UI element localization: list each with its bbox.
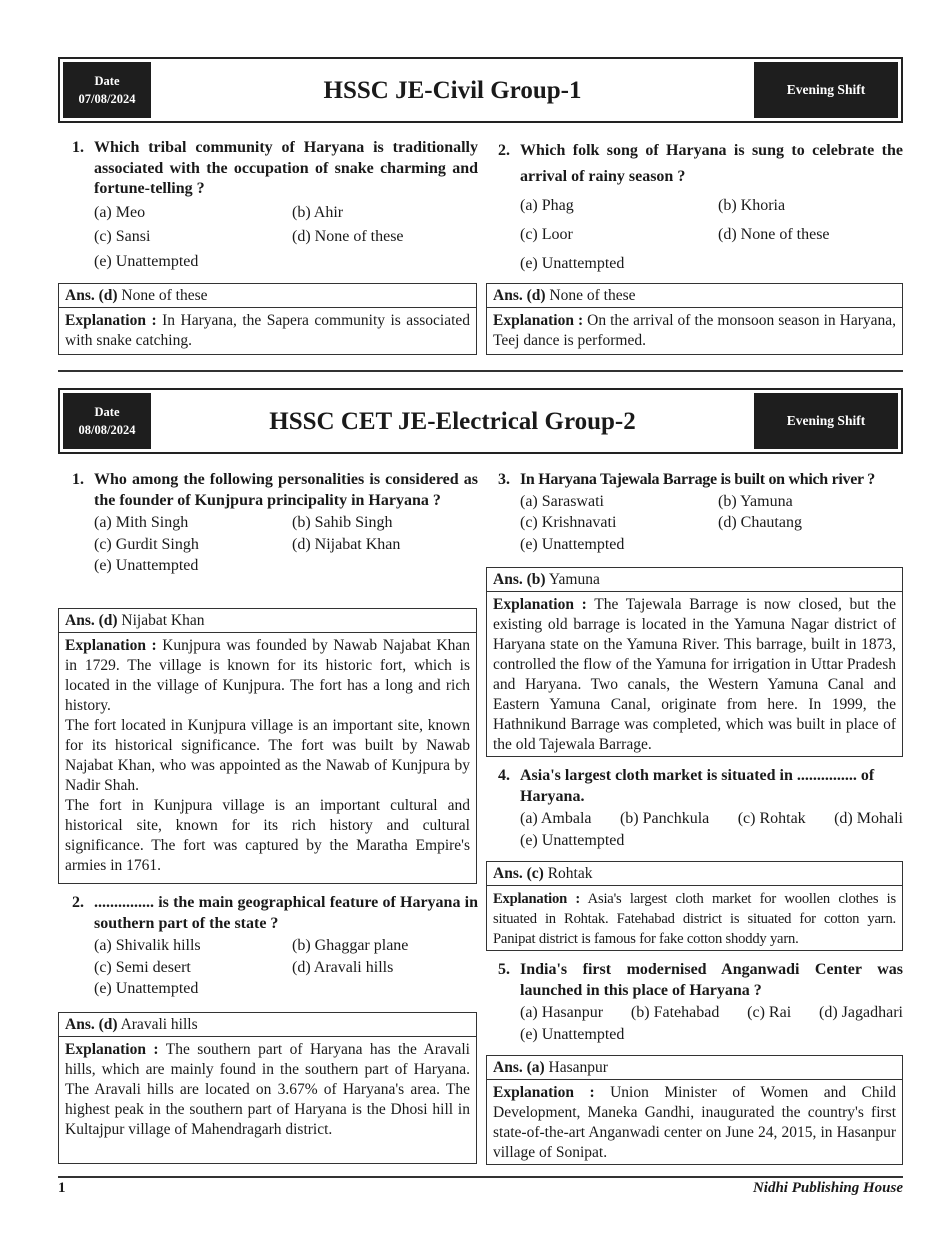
explanation [487, 1080, 902, 1166]
date-label: Date [94, 405, 120, 419]
question-text: In Haryana Tajewala Barrage is built on which river ? [520, 471, 875, 488]
explanation-label: Explanation : [493, 596, 587, 613]
option-d: (d) Nijabat Khan [292, 535, 401, 553]
option-e: (e) Unattempted [520, 255, 625, 272]
explanation-text-2: The fort located in Kunjpura village is an important site, known for its historical significance. The fort was built by Nawab Najabat Khan, who was appointed as the Nawab of Kunjpura by Nadir Shah. [65, 717, 470, 794]
explanation-text: In Haryana, the Sapera community is associated with snake catching. [65, 312, 471, 349]
answer-text: Hasanpur [548, 1059, 608, 1076]
option-e: (e) Unattempted [520, 535, 625, 553]
answer-row [59, 1013, 476, 1037]
question-text: Who among the following personalities is considered as the founder of Kunjpura principality in Haryana ? [94, 471, 478, 509]
option-d: (d) Jagadhari [819, 1004, 903, 1021]
answer-row [59, 284, 476, 308]
date-value: 07/08/2024 [78, 92, 136, 106]
option-b: (b) Sahib Singh [292, 514, 393, 531]
question-text: Asia's largest cloth market is situated in ............... of Haryana. [520, 767, 875, 805]
answer-text: Yamuna [548, 571, 600, 588]
answer-label: Ans. (c) [493, 865, 544, 882]
question-stem [498, 960, 903, 1001]
explanation-label: Explanation : [493, 312, 584, 329]
answer-label: Ans. (a) [493, 1059, 545, 1076]
date-value: 08/08/2024 [78, 423, 136, 437]
option-c: (c) Krishnavati [520, 514, 617, 531]
option-a: (a) Hasanpur [520, 1004, 604, 1021]
explanation-text-1: Kunjpura was founded by Nawab Najabat Khan in 1729. The village is known for its historic fort, which is located in the village of Kunjpura. The fort has a long and rich history. [65, 637, 470, 714]
option-d: (d) None of these [718, 226, 830, 243]
explanation-text: Asia's largest cloth market for woollen clothes is situated in Rohtak. Fatehabad district is situated for cotton yarn. Panipat district is famous for fake cotton shoddy yarn. [493, 891, 896, 947]
explanation-label: Explanation : [65, 1041, 159, 1058]
answer-box-s1-1 [58, 283, 477, 355]
date-box [63, 62, 151, 118]
question-text: Which folk song of Haryana is sung to celebrate the arrival of rainy season ? [520, 142, 903, 185]
question-stem [72, 470, 478, 511]
answer-row [487, 284, 902, 308]
question-number: 3. [498, 471, 510, 488]
question-stem [72, 893, 478, 934]
option-a: (a) Mith Singh [94, 514, 189, 531]
answer-text: Rohtak [547, 865, 593, 882]
option-b: (b) Fatehabad [630, 1004, 720, 1021]
question-text: ............... is the main geographical feature of Haryana in southern part of the state ? [94, 894, 478, 932]
question-stem [498, 470, 903, 491]
explanation [59, 633, 476, 879]
footer-divider [58, 1176, 903, 1178]
section2-header [58, 388, 903, 454]
options [94, 936, 478, 1000]
option-d: (d) Chautang [718, 514, 802, 531]
option-b: (b) Khoria [718, 197, 786, 214]
page-number: 1 [58, 1180, 66, 1196]
explanation-label: Explanation : [65, 312, 157, 329]
options [520, 1003, 903, 1024]
answer-label: Ans. (b) [493, 571, 546, 588]
option-c: (c) Gurdit Singh [94, 535, 199, 553]
question-number: 2. [72, 894, 84, 911]
option-d: (d) None of these [292, 228, 404, 245]
option-b: (b) Yamuna [718, 492, 793, 510]
explanation-label: Explanation : [493, 891, 581, 907]
answer-text: None of these [549, 287, 636, 304]
explanation [59, 1037, 476, 1143]
options [520, 809, 903, 830]
question-text: Which tribal community of Haryana is traditionally associated with the occupation of snake charming and fortune-telling ? [94, 139, 478, 197]
option-d: (d) Mohali [834, 810, 903, 827]
answer-box-s2-5 [486, 1055, 903, 1165]
options [520, 193, 903, 277]
question-s1-2 [498, 138, 903, 277]
explanation-text: Union Minister of Women and Child Development, Maneka Gandhi, inaugurated the country's first state-of-the-art Anganwadi center on June 24, 2015, in Hasanpur village of Sonipat. [493, 1084, 897, 1161]
option-e: (e) Unattempted [520, 1025, 625, 1043]
question-number: 4. [498, 767, 510, 784]
section1-header [58, 57, 903, 123]
answer-text: Nijabat Khan [121, 612, 205, 629]
question-s2-2 [72, 893, 478, 1000]
option-b: (b) Panchkula [619, 810, 710, 827]
explanation-text: The Tajewala Barrage is now closed, but the existing old barrage is located in the Yamuna Nagar district of Haryana state on the Yamuna River. This barrage, built in 1873, controlled the flow of the Yamuna for irrigation in Uttar Pradesh and Haryana. Two canals, the Western Yamuna Canal and Eastern Yamuna Canal, originate from here. In 1999, the Hathnikund Barrage was completed, which was built in place of the old Tajewala Barrage. [493, 596, 896, 753]
exam-title: HSSC JE-Civil Group-1 [323, 77, 582, 104]
option-c: (c) Loor [520, 226, 573, 243]
answer-box-s2-1 [58, 608, 477, 884]
question-s2-4 [498, 766, 903, 851]
option-c: (c) Rai [747, 1004, 792, 1021]
publisher-name: Nidhi Publishing House [752, 1180, 903, 1196]
question-stem [72, 138, 478, 200]
answer-box-s2-3 [486, 567, 903, 757]
options [520, 492, 903, 556]
explanation [487, 592, 902, 758]
option-e: (e) Unattempted [94, 557, 199, 574]
question-s2-5 [498, 960, 903, 1045]
option-a: (a) Saraswati [520, 492, 604, 510]
explanation [487, 308, 902, 354]
option-a: (a) Shivalik hills [94, 937, 201, 954]
answer-text: Aravali hills [120, 1016, 198, 1033]
option-c: (c) Semi desert [94, 958, 191, 976]
question-s1-1 [72, 138, 478, 272]
option-d: (d) Aravali hills [292, 958, 394, 976]
answer-row [487, 568, 902, 592]
question-text: India's first modernised Anganwadi Center was launched in this place of Haryana ? [520, 961, 903, 999]
option-e: (e) Unattempted [520, 831, 625, 849]
question-number: 2. [498, 142, 510, 159]
shift-badge: Evening Shift [754, 62, 898, 118]
question-number: 5. [498, 961, 510, 978]
explanation-label: Explanation : [493, 1084, 595, 1101]
options [94, 513, 478, 577]
explanation [59, 308, 476, 354]
option-a: (a) Meo [94, 203, 146, 221]
options [94, 203, 478, 273]
option-a: (a) Ambala [520, 810, 592, 827]
explanation-label: Explanation : [65, 637, 157, 654]
answer-label: Ans. (d) [65, 1016, 118, 1033]
question-s2-3 [498, 470, 903, 555]
explanation-text: On the arrival of the monsoon season in Haryana, Teej dance is performed. [493, 312, 897, 349]
option-b: (b) Ghaggar plane [292, 937, 409, 954]
section-divider [58, 370, 903, 372]
question-s2-1 [72, 470, 478, 577]
question-stem [498, 138, 903, 190]
explanation-text-3: The fort in Kunjpura village is an important cultural and historical site, known for its rich history and cultural significance. The fort was captured by the Maratha Empire's armies in 1761. [65, 797, 470, 874]
option-c: (c) Rohtak [737, 810, 806, 827]
answer-box-s2-4 [486, 861, 903, 951]
option-b: (b) Ahir [292, 203, 344, 221]
option-a: (a) Phag [520, 197, 574, 214]
answer-row [59, 609, 476, 633]
answer-box-s1-2 [486, 283, 903, 355]
question-number: 1. [72, 139, 84, 156]
explanation [487, 886, 902, 952]
answer-row [487, 862, 902, 886]
exam-title: HSSC CET JE-Electrical Group-2 [269, 408, 636, 435]
option-e: (e) Unattempted [94, 252, 199, 270]
question-number: 1. [72, 471, 84, 488]
option-c: (c) Sansi [94, 228, 151, 245]
date-label: Date [94, 74, 120, 88]
answer-text: None of these [121, 287, 208, 304]
answer-label: Ans. (d) [65, 287, 118, 304]
shift-badge: Evening Shift [754, 393, 898, 449]
answer-label: Ans. (d) [65, 612, 118, 629]
answer-row [487, 1056, 902, 1080]
explanation-text: The southern part of Haryana has the Aravali hills, which are mainly found in the southern part of Haryana. The Aravali hills are located on 3.67% of Haryana's area. The highest peak in the southern part of Haryana is the Dhosi hill in Kultajpur village of Mahendragarh district. [65, 1041, 470, 1138]
answer-label: Ans. (d) [493, 287, 546, 304]
option-e: (e) Unattempted [94, 980, 199, 997]
answer-box-s2-2 [58, 1012, 477, 1164]
date-box [63, 393, 151, 449]
question-stem [498, 766, 903, 807]
